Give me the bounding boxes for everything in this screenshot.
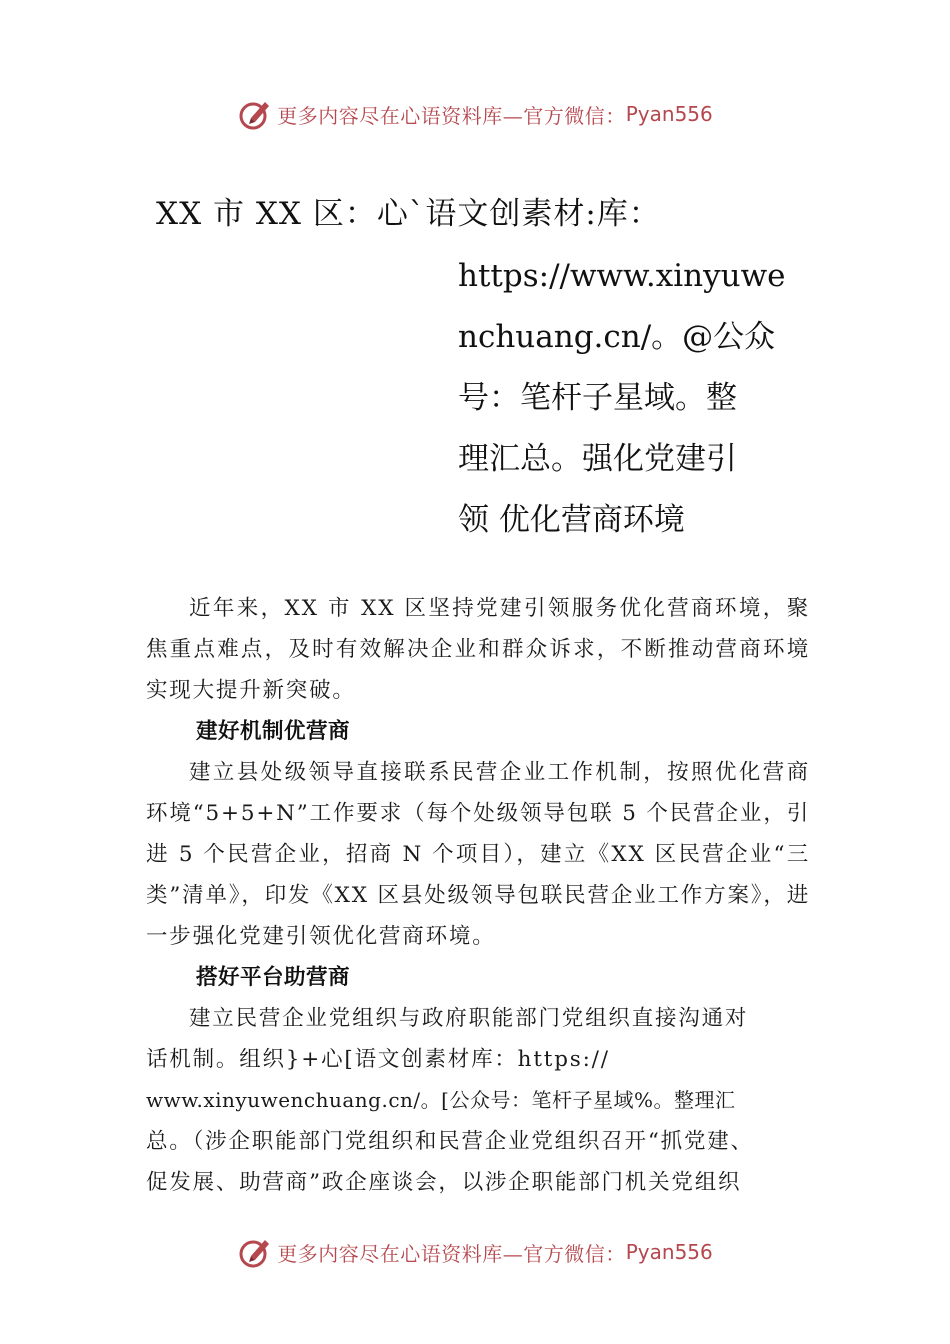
banner-text: 更多内容尽在心语资料库—官方微信： (277, 1241, 626, 1266)
section-heading-mechanism: 建好机制优营商 (196, 719, 351, 744)
section-paragraph-platform-line3: www.xinyuwenchuang.cn/。[公众号：笔杆子星域%。整理汇 (146, 1088, 736, 1112)
title-line: 领 优化营商环境 (458, 502, 685, 538)
pen-nib-icon (237, 1234, 273, 1270)
pen-nib-icon (237, 96, 273, 132)
section-heading-platform: 搭好平台助营商 (196, 965, 351, 990)
header-watermark-banner (0, 94, 950, 134)
section-paragraph-platform-line4: 总。（涉企职能部门党组织和民营企业党组织召开“抓党建、 (146, 1129, 754, 1154)
title-line: 理汇总。强化党建引 (458, 441, 737, 477)
document-body (146, 588, 810, 1203)
document-title-block (458, 246, 798, 551)
intro-paragraph: 近年来，XX 市 XX 区坚持党建引领服务优化营商环境，聚焦重点难点，及时有效解决企业和群众诉求，不断推动营商环境实现大提升新突破。 (146, 596, 810, 703)
banner-text: 更多内容尽在心语资料库—官方微信： (277, 103, 626, 128)
banner-wechat-id: Pyan556 (625, 1240, 713, 1264)
section-paragraph-mechanism: 建立县处级领导直接联系民营企业工作机制，按照优化营商环境“5+5+N”工作要求（每个处级领导包联 5 个民营企业，引进 5 个民营企业，招商 N 个项目），建立《XX 区民营企业“三类”清单》，印发《XX 区县处级领导包联民营企业工作方案》，进一步强化党建引领优化营商环境。 (146, 760, 810, 949)
document-title-line1: XX 市 XX 区：心`语文创素材:库： (156, 196, 661, 232)
title-line: nchuang.cn/。@公众 (458, 319, 776, 355)
section-paragraph-platform-line5: 促发展、助营商”政企座谈会，以涉企职能部门机关党组织 (146, 1170, 742, 1195)
banner-wechat-id: Pyan556 (625, 102, 713, 126)
title-line: https://www.xinyuwe (458, 258, 786, 294)
section-paragraph-platform-line2: 话机制。组织}+心[语文创素材库：https:// (146, 1047, 610, 1072)
footer-watermark-banner (0, 1232, 950, 1272)
section-paragraph-platform-line1: 建立民营企业党组织与政府职能部门党组织直接沟通对 (189, 1006, 749, 1031)
title-line: 号：笔杆子星域。整 (458, 380, 737, 416)
